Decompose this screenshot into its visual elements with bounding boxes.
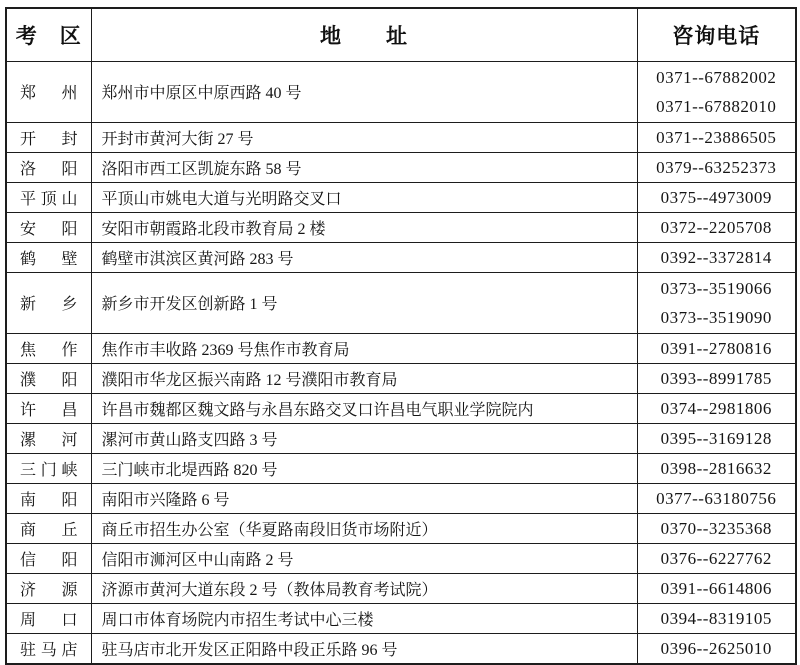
table-row [6, 61, 796, 122]
phone-number: 0375--4973009 [660, 187, 772, 207]
district-cell: 洛阳 [6, 152, 91, 182]
table-row [6, 152, 796, 182]
address-cell: 漯河市黄山路支四路 3 号 [91, 423, 637, 453]
address-cell: 郑州市中原区中原西路 40 号 [91, 61, 637, 122]
phone-number: 0398--2816632 [660, 458, 772, 478]
phone-cell [637, 453, 796, 483]
table-row [6, 453, 796, 483]
address-cell: 开封市黄河大街 27 号 [91, 122, 637, 152]
phone-cell [637, 152, 796, 182]
district-cell: 鹤壁 [6, 242, 91, 272]
district-cell: 郑州 [6, 61, 91, 122]
table-row [6, 333, 796, 363]
district-cell: 商丘 [6, 513, 91, 543]
address-cell: 信阳市浉河区中山南路 2 号 [91, 543, 637, 573]
address-cell: 洛阳市西工区凯旋东路 58 号 [91, 152, 637, 182]
phone-number: 0376--6227762 [660, 548, 772, 568]
phone-number: 0394--8319105 [660, 608, 772, 628]
address-cell: 济源市黄河大道东段 2 号（教体局教育考试院） [91, 573, 637, 603]
district-cell: 驻马店 [6, 633, 91, 664]
phone-number: 0371--67882002 [656, 67, 777, 87]
phone-cell [637, 272, 796, 333]
phone-cell [637, 573, 796, 603]
address-cell: 驻马店市北开发区正阳路中段正乐路 96 号 [91, 633, 637, 664]
district-cell: 焦作 [6, 333, 91, 363]
phone-number: 0392--3372814 [660, 247, 772, 267]
address-cell: 焦作市丰收路 2369 号焦作市教育局 [91, 333, 637, 363]
phone-number: 0377--63180756 [656, 488, 777, 508]
phone-cell [637, 543, 796, 573]
table-row [6, 543, 796, 573]
phone-number: 0393--8991785 [660, 368, 772, 388]
table-row [6, 272, 796, 333]
phone-number: 0371--23886505 [656, 127, 777, 147]
table-row [6, 423, 796, 453]
address-cell: 三门峡市北堤西路 820 号 [91, 453, 637, 483]
header-row [6, 8, 796, 61]
table-row [6, 633, 796, 664]
district-cell: 新乡 [6, 272, 91, 333]
phone-cell [637, 483, 796, 513]
table-row [6, 363, 796, 393]
phone-number: 0373--3519090 [660, 307, 772, 327]
address-cell: 平顶山市姚电大道与光明路交叉口 [91, 182, 637, 212]
district-cell: 三门峡 [6, 453, 91, 483]
table-row [6, 603, 796, 633]
address-cell: 濮阳市华龙区振兴南路 12 号濮阳市教育局 [91, 363, 637, 393]
district-cell: 周口 [6, 603, 91, 633]
address-cell: 南阳市兴隆路 6 号 [91, 483, 637, 513]
header-address: 地 址 [91, 8, 637, 61]
exam-district-contact-table [5, 7, 797, 665]
phone-number: 0391--2780816 [660, 338, 772, 358]
phone-number: 0391--6614806 [660, 578, 772, 598]
table-row [6, 122, 796, 152]
phone-cell [637, 633, 796, 664]
address-cell: 安阳市朝霞路北段市教育局 2 楼 [91, 212, 637, 242]
phone-cell [637, 393, 796, 423]
phone-number: 0374--2981806 [660, 398, 772, 418]
district-cell: 濮阳 [6, 363, 91, 393]
district-cell: 南阳 [6, 483, 91, 513]
table-body [6, 61, 796, 664]
phone-cell [637, 242, 796, 272]
table-row [6, 182, 796, 212]
table-row [6, 483, 796, 513]
address-cell: 新乡市开发区创新路 1 号 [91, 272, 637, 333]
phone-number: 0379--63252373 [656, 157, 777, 177]
phone-cell [637, 603, 796, 633]
district-cell: 安阳 [6, 212, 91, 242]
district-cell: 平顶山 [6, 182, 91, 212]
phone-cell [637, 423, 796, 453]
phone-cell [637, 333, 796, 363]
phone-cell [637, 122, 796, 152]
address-cell: 鹤壁市淇滨区黄河路 283 号 [91, 242, 637, 272]
phone-number: 0395--3169128 [660, 428, 772, 448]
header-phone: 咨询电话 [637, 8, 796, 61]
table-row [6, 513, 796, 543]
phone-number: 0370--3235368 [660, 518, 772, 538]
table-row [6, 242, 796, 272]
phone-number: 0373--3519066 [660, 278, 772, 298]
phone-cell [637, 61, 796, 122]
header-district: 考 区 [6, 8, 91, 61]
district-cell: 漯河 [6, 423, 91, 453]
phone-cell [637, 363, 796, 393]
table-row [6, 573, 796, 603]
district-cell: 济源 [6, 573, 91, 603]
table-row [6, 393, 796, 423]
exam-district-table-container [5, 7, 797, 665]
phone-number: 0372--2205708 [660, 217, 772, 237]
table-row [6, 212, 796, 242]
phone-number: 0371--67882010 [656, 96, 777, 116]
phone-cell [637, 182, 796, 212]
district-cell: 许昌 [6, 393, 91, 423]
phone-number: 0396--2625010 [660, 638, 772, 658]
district-cell: 开封 [6, 122, 91, 152]
address-cell: 许昌市魏都区魏文路与永昌东路交叉口许昌电气职业学院院内 [91, 393, 637, 423]
address-cell: 商丘市招生办公室（华夏路南段旧货市场附近） [91, 513, 637, 543]
phone-cell [637, 212, 796, 242]
district-cell: 信阳 [6, 543, 91, 573]
phone-cell [637, 513, 796, 543]
address-cell: 周口市体育场院内市招生考试中心三楼 [91, 603, 637, 633]
